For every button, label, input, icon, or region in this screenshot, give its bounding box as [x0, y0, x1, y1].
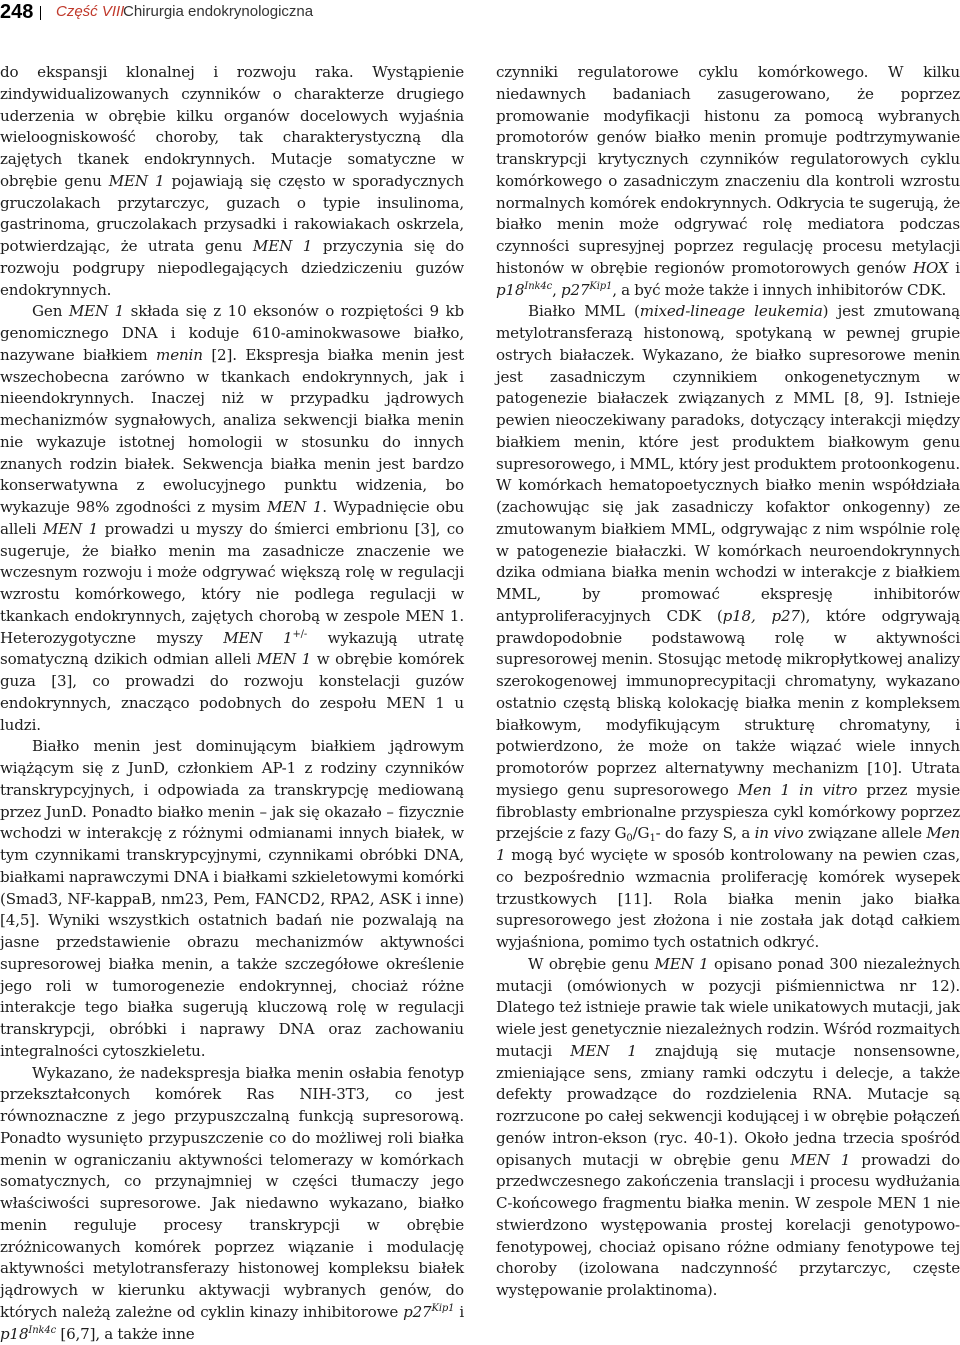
running-header	[0, 0, 960, 38]
right-column	[496, 62, 960, 1302]
page-number: 248	[0, 0, 33, 24]
header-part: Część VIII	[56, 3, 124, 21]
paragraph: Gen MEN 1 składa się z 10 eksonów o rozpiętości 9 kb genomicznego DNA i koduje 610-aminokwasowe białko, nazywane białkiem menin [2]. Ekspresja białka menin jest wszechobecna zarówno w tkankach endokrynnych, jak i nieendokrynnych. Inaczej niż w przypadku jądrowych mechanizmów sygnałowych, analiza sekwencji białka menin nie wykazuje istotnej homologii w stosunku do innych znanych rodzin białek. Sekwencja białka menin jest bardzo konserwatywna z ewolucyjnego punktu widzenia, bo wykazuje 98% zgodności z mysim MEN 1. Wypadnięcie obu alleli MEN 1 prowadzi u myszy do śmierci embrionu [3], co sugeruje, że białko menin ma zasadnicze znaczenie we wczesnym rozwoju i może odgrywać większą rolę w regulacji wzrostu komórkowego, który nie podlega regulacji w tkankach endokrynnych, zajętych chorobą w zespole MEN 1. Heterozygotyczne myszy MEN 1+/- wykazują utratę somatyczną dzikich odmian alleli MEN 1 w obrębie komórek guza [3], co prowadzi do rozwoju konstelacji guzów endokrynnych, znacząco podobnych do zespołu MEN 1 u ludzi.	[0, 301, 464, 736]
left-column	[0, 62, 464, 1345]
header-divider	[40, 6, 49, 20]
paragraph: Białko menin jest dominującym białkiem jądrowym wiążącym się z JunD, członkiem AP-1 z rodziny czynników transkrypcyjnych, i odpowiada za transkrypcję mediowaną przez JunD. Ponadto białko menin – jak się okazało – fizycznie wchodzi w interakcję z różnymi odmianami innych białek, w tym czynnikami transkrypcyjnymi, czynnikami obróbki DNA, białkami naprawczymi DNA i białkami szkieletowymi komórki (Smad3, NF-kappaB, nm23, Pem, FANCD2, RPA2, ASK i inne) [4,5]. Wyniki wszystkich ostatnich badań nie pozwalają na jasne przedstawienie obrazu mechanizmów aktywności supresorowej białka menin, a także szczegółowe określenie jego roli w tumorogenezie endokrynnej, chociaż różne interakcje tego białka sugerują kluczową rolę w regulacji transkrypcji, obróbki i naprawy DNA oraz zachowaniu integralności cytoszkieletu.	[0, 736, 464, 1062]
paragraph: do ekspansji klonalnej i rozwoju raka. Wystąpienie zindywidualizowanych czynników o charakterze drugiego uderzenia w obrębie kilku organów docelowych wyjaśnia wieloogniskowość choroby, tak charakterystyczną dla zajętych tkanek endokrynnych. Mutacje somatyczne w obrębie genu MEN 1 pojawiają się często w sporadycznych gruczolakach przytarczyc, guzach o typie insulinoma, gastrinoma, gruczolakach przysadki i rakowiakach oskrzela, potwierdzając, że utrata genu MEN 1 przyczynia się do rozwoju podgrupy niepodlegających dziedziczeniu guzów endokrynnych.	[0, 62, 464, 301]
paragraph: czynniki regulatorowe cyklu komórkowego. W kilku niedawnych badaniach zasugerowano, że poprzez promowanie modyfikacji histonu za pomocą wybranych promotorów genów białko menin promuje podtrzymywanie transkrypcji krytycznych czynników regulatorowych cyklu komórkowego o zasadniczym znaczeniu dla kontroli wzrostu normalnych komórek endokrynnych. Odkrycia te sugerują, że białko menin może odgrywać rolę mediatora podczas czynności supresyjnej poprzez regulację procesu metylacji histonów w obrębie regionów promotorowych genów HOX i $p18^{Ink4c}$, $p27^{Kip1}$, a być może także i innych inhibitorów CDK.	[496, 62, 960, 301]
paragraph: Białko MML (mixed-lineage leukemia) jest zmutowaną metylotransferazą histonową, spotykaną w pewnej grupie ostrych białaczek. Wykazano, że białko supresorowe menin jest zasadniczym czynnikiem onkogenetycznym w patogenezie białaczek związanych z MML [8, 9]. Istnieje pewien nieoczekiwany paradoks, dotyczący interakcji między białkiem menin, które jest produktem białkowym genu supresorowego, i MML, który jest produktem protoonkogenu. W komórkach hematopoetycznych białko menin współdziała (zachowując się jak zasadniczy kofaktor onkogenny) ze zmutowanym białkiem MML, odgrywając z nim wspólnie rolę w patogenezie białaczki. W komórkach neuroendokrynnych dzika odmiana białka menin wchodzi w interakcje z białkiem MML, by promować ekspresję inhibitorów antyproliferacyjnych CDK (p18, p27), które odgrywają prawdopodobnie podstawową rolę w aktywności supresorowej menin. Stosując metodę mikropłytkowej analizy szerokogenowej immunoprecypitacji chromatyny, wykazano ostatnio częstą bliską kolokację białka menin z kompleksem białkowym, modyfikującym strukturę chromatyny, i potwierdzono, że może on także wiązać wiele innych promotorów poprzez alternatywny mechanizm [10]. Utrata mysiego genu supresorowego Men 1 in vitro przez mysie fibroblasty embrionalne przyspiesza cykl komórkowy poprzez przejście z fazy $G_0/G_1-$ do fazy S, a in vivo związane allele Men 1 mogą być wycięte w sposób kontrolowany na pewien czas, co bezpośrednio wzmacnia proliferację komórek wysepek trzustkowych [11]. Rola białka menin jako białka supresorowego jest złożona i nie została jak dotąd całkiem wyjaśniona, pomimo tych ostatnich odkryć.	[496, 301, 960, 954]
header-chapter-title: Chirurgia endokrynologiczna	[123, 3, 313, 21]
paragraph: W obrębie genu MEN 1 opisano ponad 300 niezależnych mutacji (omówionych w pozycji piśmiennictwa nr 12). Dlatego też istnieje prawie tak wiele unikatowych mutacji, jak wiele jest genetycznie niezależnych rodzin. Wśród rozmaitych mutacji MEN 1 znajdują się mutacje nonsensowne, zmieniające sens, zmiany ramki odczytu i delecje, a także defekty prowadzące do rozdzielenia RNA. Mutacje są rozrzucone po całej sekwencji kodującej i w obrębie połączeń genów intron-ekson (ryc. 40-1). Około jedna trzecia spośród opisanych mutacji w obrębie genu MEN 1 prowadzi do przedwczesnego zakończenia translacji i procesu wydłużania C-końcowego fragmentu białka menin. W zespole MEN 1 nie stwierdzono występowania prostej korelacji genotypowo-fenotypowej, chociaż opisano różne odmiany fenotypowe tej choroby (izolowana nadczynność przytarczyc, częste występowanie prolaktinoma).	[496, 954, 960, 1302]
paragraph: Wykazano, że nadekspresja białka menin osłabia fenotyp przekształconych komórek Ras NIH-3T3, co jest równoznaczne z jego przypuszczalną funkcją supresorową. Ponadto wysunięto przypuszczenie co do możliwej roli białka menin w ograniczaniu aktywności telomerazy w komórkach somatycznych, co przynajmniej w części tłumaczy jego właściwości supresorowe. Jak niedawno wykazano, białko menin reguluje procesy transkrypcji w obrębie zróżnicowanych komórek poprzez wiązanie i modulację aktywności metylotransferazy histonowej kompleksu białek jądrowych w kierunku aktywacji wybranych genów, do których należą zależne od cyklin kinazy inhibitorowe $p27^{Kip1}$ i $p18^{Ink4c}$ [6,7], a także inne	[0, 1063, 464, 1345]
